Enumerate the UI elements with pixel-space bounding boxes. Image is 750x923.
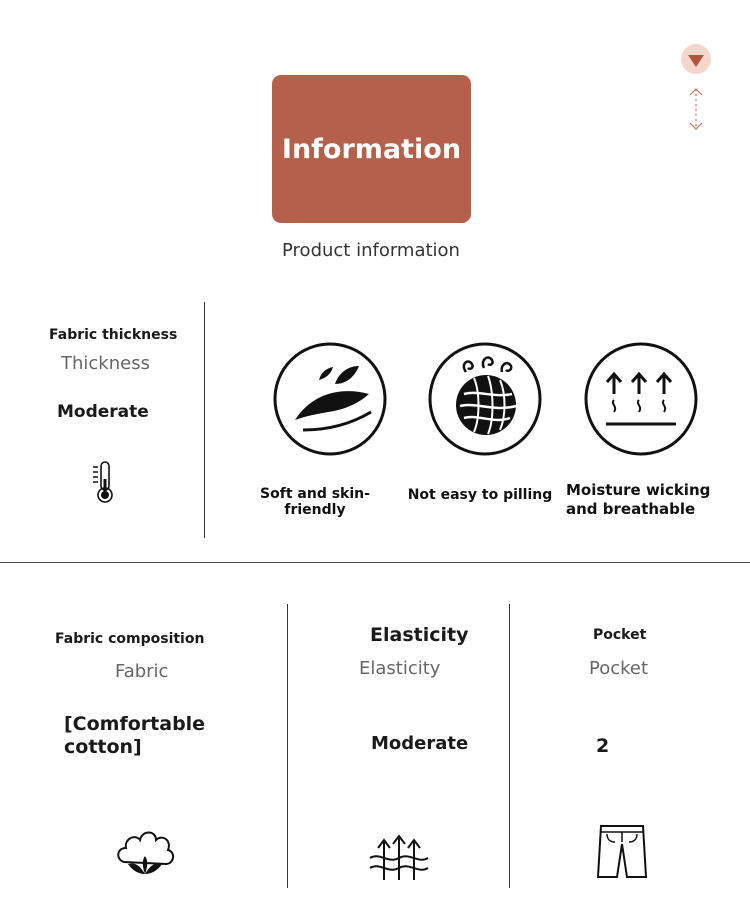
- fabric-composition-label: Fabric composition: [55, 631, 205, 647]
- stretch-arrows-icon: [368, 832, 430, 884]
- feature-label-moisture: [566, 481, 710, 519]
- feature-label-moisture-line1: Moisture wicking: [566, 481, 711, 499]
- divider-vertical-1: [287, 604, 288, 888]
- elasticity-label: Elasticity: [370, 624, 469, 646]
- yarn-ball-icon: [428, 342, 542, 456]
- scroll-down-button[interactable]: [681, 44, 711, 74]
- triangle-down-icon: [688, 55, 704, 67]
- feature-label-soft: Soft and skin-friendly: [260, 486, 370, 518]
- double-arrow-icon: [686, 86, 706, 132]
- composition-value-line2: cotton]: [64, 736, 142, 758]
- shorts-icon: [595, 822, 649, 882]
- pocket-label: Pocket: [593, 627, 647, 643]
- divider-vertical: [204, 302, 205, 538]
- banner-title: Information: [281, 133, 462, 165]
- fabric-thickness-label: Fabric thickness: [49, 327, 178, 343]
- composition-value-line1: [Comfortable: [64, 713, 206, 735]
- leaf-icon: [273, 342, 387, 456]
- moisture-arrows-icon: [584, 342, 698, 456]
- pocket-sublabel: Pocket: [589, 658, 649, 679]
- thermometer-icon: [90, 459, 120, 505]
- composition-value: [64, 713, 205, 759]
- elasticity-value: Moderate: [371, 733, 469, 754]
- cotton-flower-icon: [114, 826, 176, 878]
- divider-vertical-2: [509, 604, 510, 888]
- feature-label-moisture-line2: and breathable: [566, 500, 696, 518]
- page-subtitle: Product information: [282, 240, 460, 261]
- thickness-sublabel: Thickness: [61, 353, 150, 374]
- information-banner: [272, 75, 471, 223]
- pocket-value: 2: [596, 735, 610, 757]
- fabric-sublabel: Fabric: [115, 661, 169, 682]
- feature-label-pilling: Not easy to pilling: [407, 487, 553, 503]
- thickness-value: Moderate: [57, 402, 149, 422]
- divider-horizontal: [0, 562, 750, 563]
- elasticity-sublabel: Elasticity: [359, 658, 441, 679]
